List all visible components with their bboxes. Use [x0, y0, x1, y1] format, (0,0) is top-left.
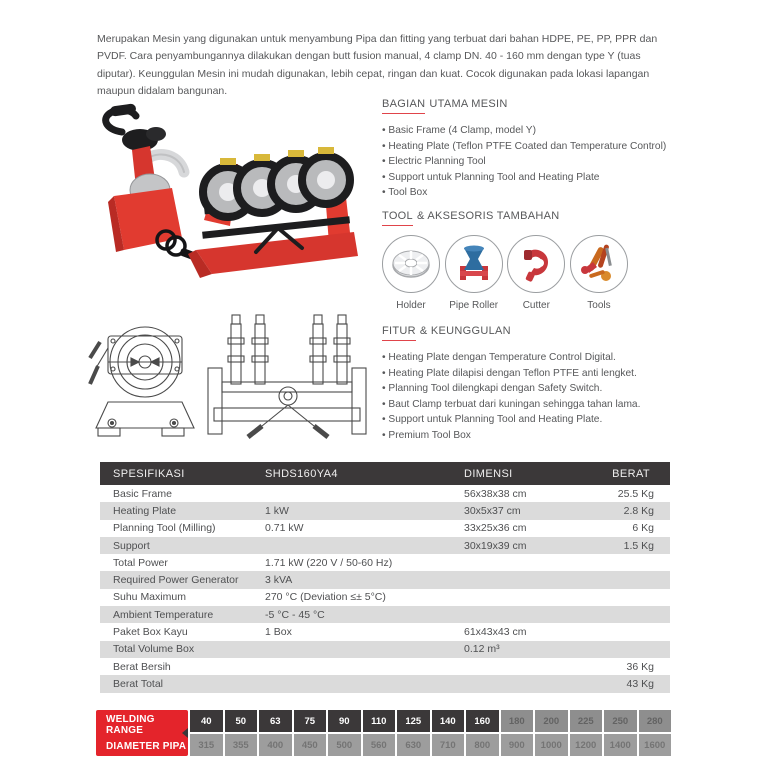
- section-title: BAGIAN UTAMA MESIN: [382, 98, 682, 110]
- od-cell: 500: [328, 734, 361, 756]
- accessory-label: Holder: [396, 300, 426, 311]
- welding-range-label-line2: DIAMETER PIPA: [106, 741, 187, 752]
- list-item: • Tool Box: [382, 185, 682, 201]
- table-row: Total Power 1.71 kW (220 V / 50-60 Hz): [113, 556, 393, 569]
- dn-cell: 40: [190, 710, 223, 732]
- section-features: [382, 325, 682, 443]
- list-item: • Heating Plate dengan Temperature Control Digital.: [382, 350, 682, 366]
- hand-tools-icon: [577, 242, 621, 286]
- dn-cell: 250: [604, 710, 637, 732]
- od-cell: 710: [432, 734, 465, 756]
- accessory-label: Cutter: [522, 300, 550, 311]
- welding-range-label-line1: WELDING RANGE: [106, 714, 155, 736]
- spec-table-header-row: [100, 462, 670, 485]
- dn-cell: 180: [501, 710, 534, 732]
- column-header: SHDS160YA4: [265, 462, 458, 485]
- section-title-underlined: TOOL: [382, 210, 413, 226]
- planing-tool-photo: [106, 103, 197, 260]
- od-cell: 800: [466, 734, 499, 756]
- od-cell: 630: [397, 734, 430, 756]
- accessory-tools: [570, 235, 628, 311]
- welding-range-strip: [96, 710, 671, 756]
- column-header: BERAT: [570, 462, 670, 485]
- table-row: Suhu Maximum 270 °C (Deviation ≤± 5°C): [113, 591, 386, 604]
- list-item: • Support untuk Planning Tool and Heating Plate.: [382, 412, 682, 428]
- side-view-drawing: [208, 315, 366, 437]
- dn-cell: 140: [432, 710, 465, 732]
- dn-cell: 63: [259, 710, 292, 732]
- od-cell: 560: [363, 734, 396, 756]
- accessory-cutter: [507, 235, 565, 311]
- list-item: • Baut Clamp terbuat dari kuningan sehingga tahan lama.: [382, 397, 682, 413]
- section-accessories: [382, 210, 682, 311]
- table-row: Required Power Generator 3 kVA: [100, 571, 670, 588]
- table-row: Support 30x19x39 cm 1.5 Kg: [100, 537, 670, 554]
- front-view-drawing: [90, 327, 194, 436]
- clamp-posts: [228, 315, 350, 384]
- pipe-cutter-icon: [514, 242, 558, 286]
- label-arrow-notch: [182, 728, 188, 738]
- basic-frame-photo: [188, 147, 358, 278]
- technical-drawings: [86, 310, 376, 452]
- features-list: [382, 350, 682, 443]
- accessory-label: Pipe Roller: [449, 300, 499, 311]
- table-row: Berat Bersih 36 Kg: [113, 660, 654, 673]
- spec-table: [100, 462, 670, 693]
- list-item: • Support untuk Planning Tool and Heating Plate: [382, 170, 682, 186]
- dn-cell: 225: [570, 710, 603, 732]
- od-cell: 400: [259, 734, 292, 756]
- welding-range-grid: [190, 710, 671, 756]
- main-parts-list: [382, 123, 682, 201]
- holder-wheel-icon: [389, 242, 433, 286]
- od-cell: 315: [190, 734, 223, 756]
- table-row: Ambient Temperature -5 °C - 45 °C: [100, 606, 670, 623]
- welding-range-label: [96, 710, 188, 756]
- section-title-underlined: BAGIAN: [382, 98, 425, 114]
- list-item: • Heating Plate dilapisi dengan Teflon PTFE anti lengket.: [382, 366, 682, 382]
- section-title-underlined: FITUR: [382, 325, 416, 341]
- dn-cell: 280: [639, 710, 672, 732]
- od-cell: 900: [501, 734, 534, 756]
- dn-cell: 200: [535, 710, 568, 732]
- accessory-holder: [382, 235, 440, 311]
- dn-cell: 75: [294, 710, 327, 732]
- list-item: • Premium Tool Box: [382, 428, 682, 444]
- list-item: • Electric Planning Tool: [382, 154, 682, 170]
- accessory-pipe-roller: [445, 235, 503, 311]
- dn-cell: 125: [397, 710, 430, 732]
- list-item: • Basic Frame (4 Clamp, model Y): [382, 123, 682, 139]
- dn-cell: 160: [466, 710, 499, 732]
- accessory-label: Tools: [587, 300, 611, 311]
- od-cell: 1600: [639, 734, 672, 756]
- dn-cell: 110: [363, 710, 396, 732]
- table-row: Paket Box Kayu 1 Box 61x43x43 cm: [113, 626, 527, 639]
- od-cell: 355: [225, 734, 258, 756]
- accessories-row: [382, 235, 628, 311]
- list-item: • Planning Tool dilengkapi dengan Safety Switch.: [382, 381, 682, 397]
- od-cell: 1000: [535, 734, 568, 756]
- od-cell: 1200: [570, 734, 603, 756]
- pipe-roller-icon: [452, 242, 496, 286]
- dn-cell: 90: [328, 710, 361, 732]
- product-photo-butt-fusion-machine: [92, 100, 364, 296]
- od-cell: 1400: [604, 734, 637, 756]
- list-item: • Heating Plate (Teflon PTFE Coated dan Temperature Control): [382, 139, 682, 155]
- od-cell: 450: [294, 734, 327, 756]
- section-main-parts: [382, 98, 682, 201]
- section-title: FITUR & KEUNGGULAN: [382, 325, 682, 337]
- column-header: DIMENSI: [458, 462, 570, 485]
- table-row: Heating Plate 1 kW 30x5x37 cm 2.8 Kg: [100, 502, 670, 519]
- table-row: Total Volume Box 0.12 m³: [100, 641, 670, 658]
- table-row: Planning Tool (Milling) 0.71 kW 33x25x36 cm 6 Kg: [113, 522, 654, 535]
- clamp-ring: [302, 147, 350, 204]
- table-row: Berat Total 43 Kg: [100, 675, 670, 692]
- column-header: SPESIFIKASI: [100, 462, 265, 485]
- table-row: Basic Frame 56x38x38 cm 25.5 Kg: [113, 487, 654, 500]
- dn-cell: 50: [225, 710, 258, 732]
- section-title: TOOL & AKSESORIS TAMBAHAN: [382, 210, 682, 222]
- intro-paragraph: Merupakan Mesin yang digunakan untuk menyambung Pipa dan fitting yang terbuat dari bahan HDPE, PE, PP, PPR dan PVDF. Cara penyambungannya dilakukan dengan butt fusion manual, 4 clamp DN. 40 - 160 mm dengan type Y (tuas diputar). Keunggulan Mesin ini mudah digunakan, lebih cepat, ringan dan kuat. Cocok digunakan pada lokasi lapangan maupun didalam bangunan.: [97, 32, 658, 97]
